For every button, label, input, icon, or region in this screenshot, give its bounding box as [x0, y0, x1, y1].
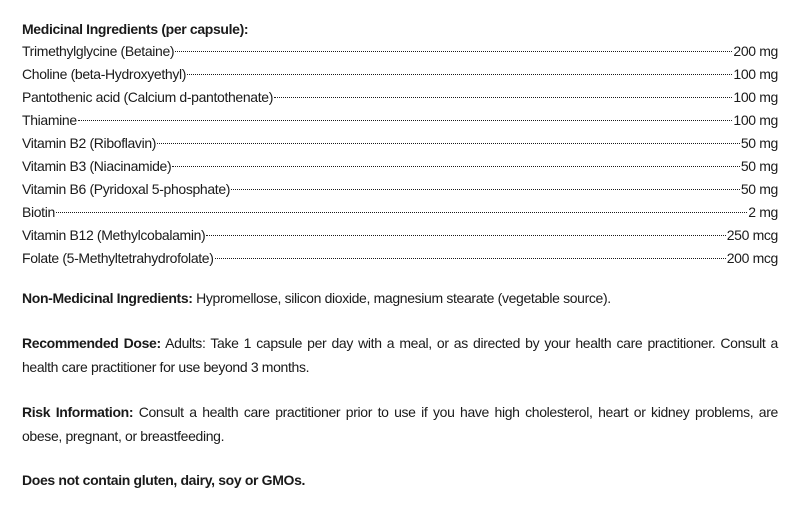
ingredient-amount: 100 mg: [733, 112, 778, 128]
ingredient-row: [22, 178, 778, 201]
recommended-dose-text: Adults: Take 1 capsule per day with a meal, or as directed by your health care practitioner. Consult a health care practitioner for use beyond 3 months.: [22, 335, 778, 375]
ingredient-row: [22, 132, 778, 155]
ingredient-amount: 200 mg: [733, 43, 778, 59]
ingredient-name: Pantothenic acid (Calcium d-pantothenate): [22, 89, 274, 105]
ingredient-name: Trimethylglycine (Betaine): [22, 43, 175, 59]
ingredient-amount: 50 mg: [740, 158, 778, 174]
ingredient-name: Vitamin B3 (Niacinamide): [22, 158, 172, 174]
ingredient-row: [22, 109, 778, 132]
non-medicinal-label: Non-Medicinal Ingredients:: [22, 290, 193, 306]
dot-leader: [56, 212, 747, 213]
ingredient-row: [22, 155, 778, 178]
dot-leader: [157, 143, 740, 144]
ingredient-row: [22, 63, 778, 86]
recommended-dose: [22, 331, 778, 379]
risk-information: [22, 400, 778, 448]
ingredient-name: Thiamine: [22, 112, 77, 128]
ingredient-name: Vitamin B2 (Riboflavin): [22, 135, 157, 151]
ingredient-amount: 2 mg: [748, 204, 778, 220]
ingredient-amount: 200 mcg: [726, 250, 778, 266]
ingredient-row: [22, 247, 778, 270]
ingredient-amount: 100 mg: [733, 66, 778, 82]
non-medicinal-ingredients: [22, 286, 778, 310]
ingredient-row: [22, 86, 778, 109]
ingredient-name: Biotin: [22, 204, 55, 220]
non-medicinal-text: Hypromellose, silicon dioxide, magnesium stearate (vegetable source).: [192, 290, 611, 306]
ingredient-amount: 50 mg: [740, 135, 778, 151]
ingredient-name: Vitamin B6 (Pyridoxal 5-phosphate): [22, 181, 231, 197]
dot-leader: [215, 258, 726, 259]
ingredient-name: Folate (5-Methyltetrahydrofolate): [22, 250, 214, 266]
ingredient-list: [22, 40, 778, 270]
ingredient-amount: 250 mcg: [726, 227, 778, 243]
dot-leader: [206, 235, 725, 236]
dot-leader: [274, 97, 732, 98]
ingredient-row: [22, 224, 778, 247]
medicinal-ingredients-heading: Medicinal Ingredients (per capsule):: [22, 21, 249, 37]
ingredient-name: Choline (beta-Hydroxyethyl): [22, 66, 187, 82]
dot-leader: [187, 74, 732, 75]
dot-leader: [172, 166, 740, 167]
allergen-free-statement: Does not contain gluten, dairy, soy or GMOs.: [22, 472, 306, 488]
ingredient-amount: 50 mg: [740, 181, 778, 197]
recommended-dose-label: Recommended Dose:: [22, 335, 161, 351]
ingredient-row: [22, 201, 778, 224]
dot-leader: [175, 51, 732, 52]
ingredient-name: Vitamin B12 (Methylcobalamin): [22, 227, 206, 243]
ingredient-row: [22, 40, 778, 63]
risk-information-label: Risk Information:: [22, 404, 134, 420]
risk-information-text: Consult a health care practitioner prior to use if you have high cholesterol, heart or kidney problems, are obese, pregnant, or breastfeeding.: [22, 404, 778, 444]
dot-leader: [78, 120, 733, 121]
dot-leader: [231, 189, 740, 190]
ingredient-amount: 100 mg: [733, 89, 778, 105]
